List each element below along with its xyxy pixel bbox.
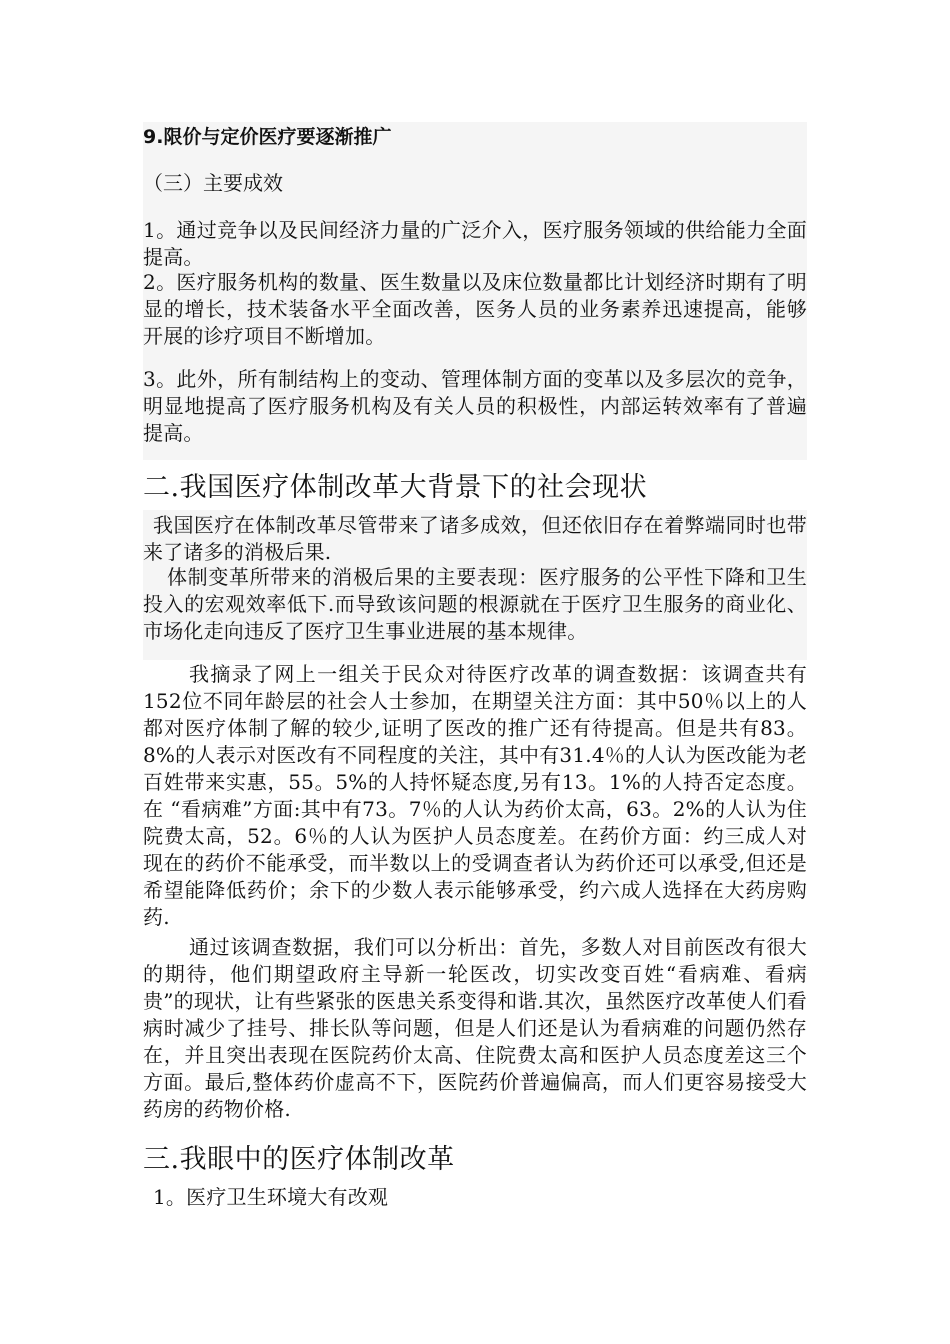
survey-paragraph: 我摘录了网上一组关于民众对待医疗改革的调查数据：该调查共有152位不同年龄层的社会人士参加，在期望关注方面：其中50％以上的人都对医疗体制了解的较少,证明了医改的推广还有待提高。但是共有83。8%的人表示对医改有不同程度的关注，其中有31.4％的人认为医改能为老百姓带来实惠，55。5%的人持怀疑态度,另有13。1%的人持否定态度。在 “看病难”方面:其中有73。7％的人认为药价太高，63。2%的人认为住院费太高，52。6％的人认为医护人员态度差。在药价方面：约三成人对现在的药价不能承受，而半数以上的受调查者认为药价还可以承受,但还是希望能降低药价；余下的少数人表示能够承受，约六成人选择在大药房购药. [143, 662, 807, 929]
part-2-title: 二.我国医疗体制改革大背景下的社会现状 [143, 472, 648, 503]
achievement-item-2: 2。医疗服务机构的数量、医生数量以及床位数量都比计划经济时期有了明显的增长，技术装备水平全面改善，医务人员的业务素养迅速提高，能够开展的诊疗项目不断增加。 [143, 270, 807, 348]
achievements-heading: （三）主要成效 [143, 171, 283, 195]
section-9-heading: 9.限价与定价医疗要逐渐推广 [143, 126, 392, 148]
achievement-item-3: 3。此外，所有制结构上的变动、管理体制方面的变革以及多层次的竞争，明显地提高了医疗服务机构及有关人员的积极性，内部运转效率有了普遍提高。 [143, 367, 807, 445]
part-3-title: 三.我眼中的医疗体制改革 [143, 1144, 455, 1175]
part-2-paragraph-2: 体制变革所带来的消极后果的主要表现：医疗服务的公平性下降和卫生投入的宏观效率低下.而导致该问题的根源就在于医疗卫生服务的商业化、市场化走向违反了医疗卫生事业进展的基本规律。 [143, 565, 807, 643]
analysis-paragraph: 通过该调查数据，我们可以分析出：首先，多数人对目前医改有很大的期待，他们期望政府主导新一轮医改，切实改变百姓“看病难、看病贵”的现状，让有些紧张的医患关系变得和谐.其次，虽然医疗改革使人们看病时减少了挂号、排长队等问题，但是人们还是认为看病难的问题仍然存在，并且突出表现在医院药价太高、住院费太高和医护人员态度差这三个方面。最后,整体药价虚高不下，医院药价普遍偏高，而人们更容易接受大药房的药物价格. [143, 935, 807, 1121]
part-2-paragraph-1: 我国医疗在体制改革尽管带来了诸多成效，但还依旧存在着弊端同时也带来了诸多的消极后果. [143, 513, 807, 564]
achievement-item-1: 1。通过竞争以及民间经济力量的广泛介入，医疗服务领域的供给能力全面提高。 [143, 218, 807, 269]
part-3-item-1: 1。医疗卫生环境大有改观 [153, 1185, 389, 1209]
